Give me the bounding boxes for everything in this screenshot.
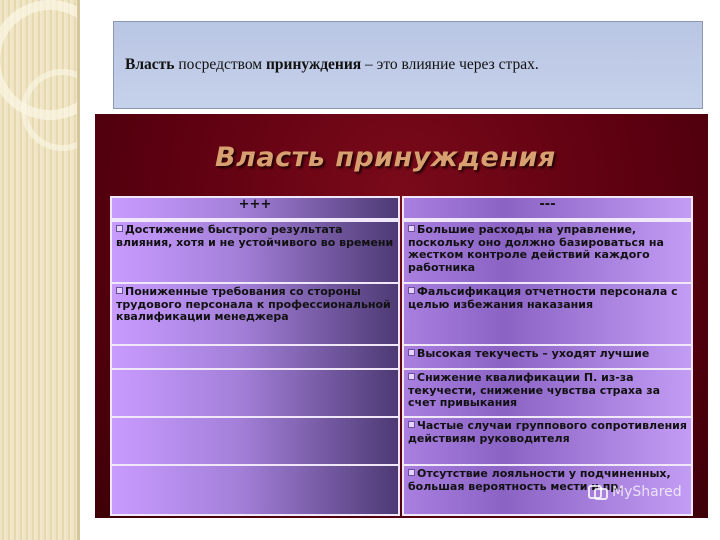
coercion-power-panel — [95, 114, 708, 518]
pros-item-2: Пониженные требования со стороны трудового персонала к профессиональной квалификации менеджера — [110, 282, 400, 346]
pros-empty-2 — [110, 368, 400, 418]
pros-header: +++ — [110, 196, 400, 220]
pros-item-1: Достижение быстрого результата влияния, хотя и не устойчивого во времени — [110, 220, 400, 284]
myshared-logo-icon — [588, 484, 608, 500]
cons-item-5: Частые случаи группового сопротивления действиям руководителя — [402, 416, 693, 466]
cons-item-6: Отсутствие лояльности у подчиненных, большая вероятность мести и пр. — [402, 464, 693, 516]
decorative-strip — [0, 0, 80, 540]
definition-box — [113, 21, 703, 109]
pros-empty-4 — [110, 464, 400, 516]
cons-item-4: Снижение квалификации П. из-за текучести, снижение чувства страха за счет привыкания — [402, 368, 693, 418]
definition-text: Власть посредством принуждения – это влияние через страх. — [125, 56, 539, 73]
pros-empty-3 — [110, 416, 400, 466]
cons-item-2: Фальсификация отчетности персонала с целью избежания наказания — [402, 282, 693, 346]
cons-item-3: Высокая текучесть – уходят лучшие — [402, 344, 693, 370]
decorative-rings — [0, 0, 80, 540]
cons-item-1: Большие расходы на управление, поскольку оно должно базироваться на жестком контроле действий каждого работника — [402, 220, 693, 284]
pros-empty-1 — [110, 344, 400, 370]
cons-header: --- — [402, 196, 693, 220]
panel-title: Власть принуждения — [215, 142, 556, 173]
watermark: MyShared — [588, 484, 682, 500]
